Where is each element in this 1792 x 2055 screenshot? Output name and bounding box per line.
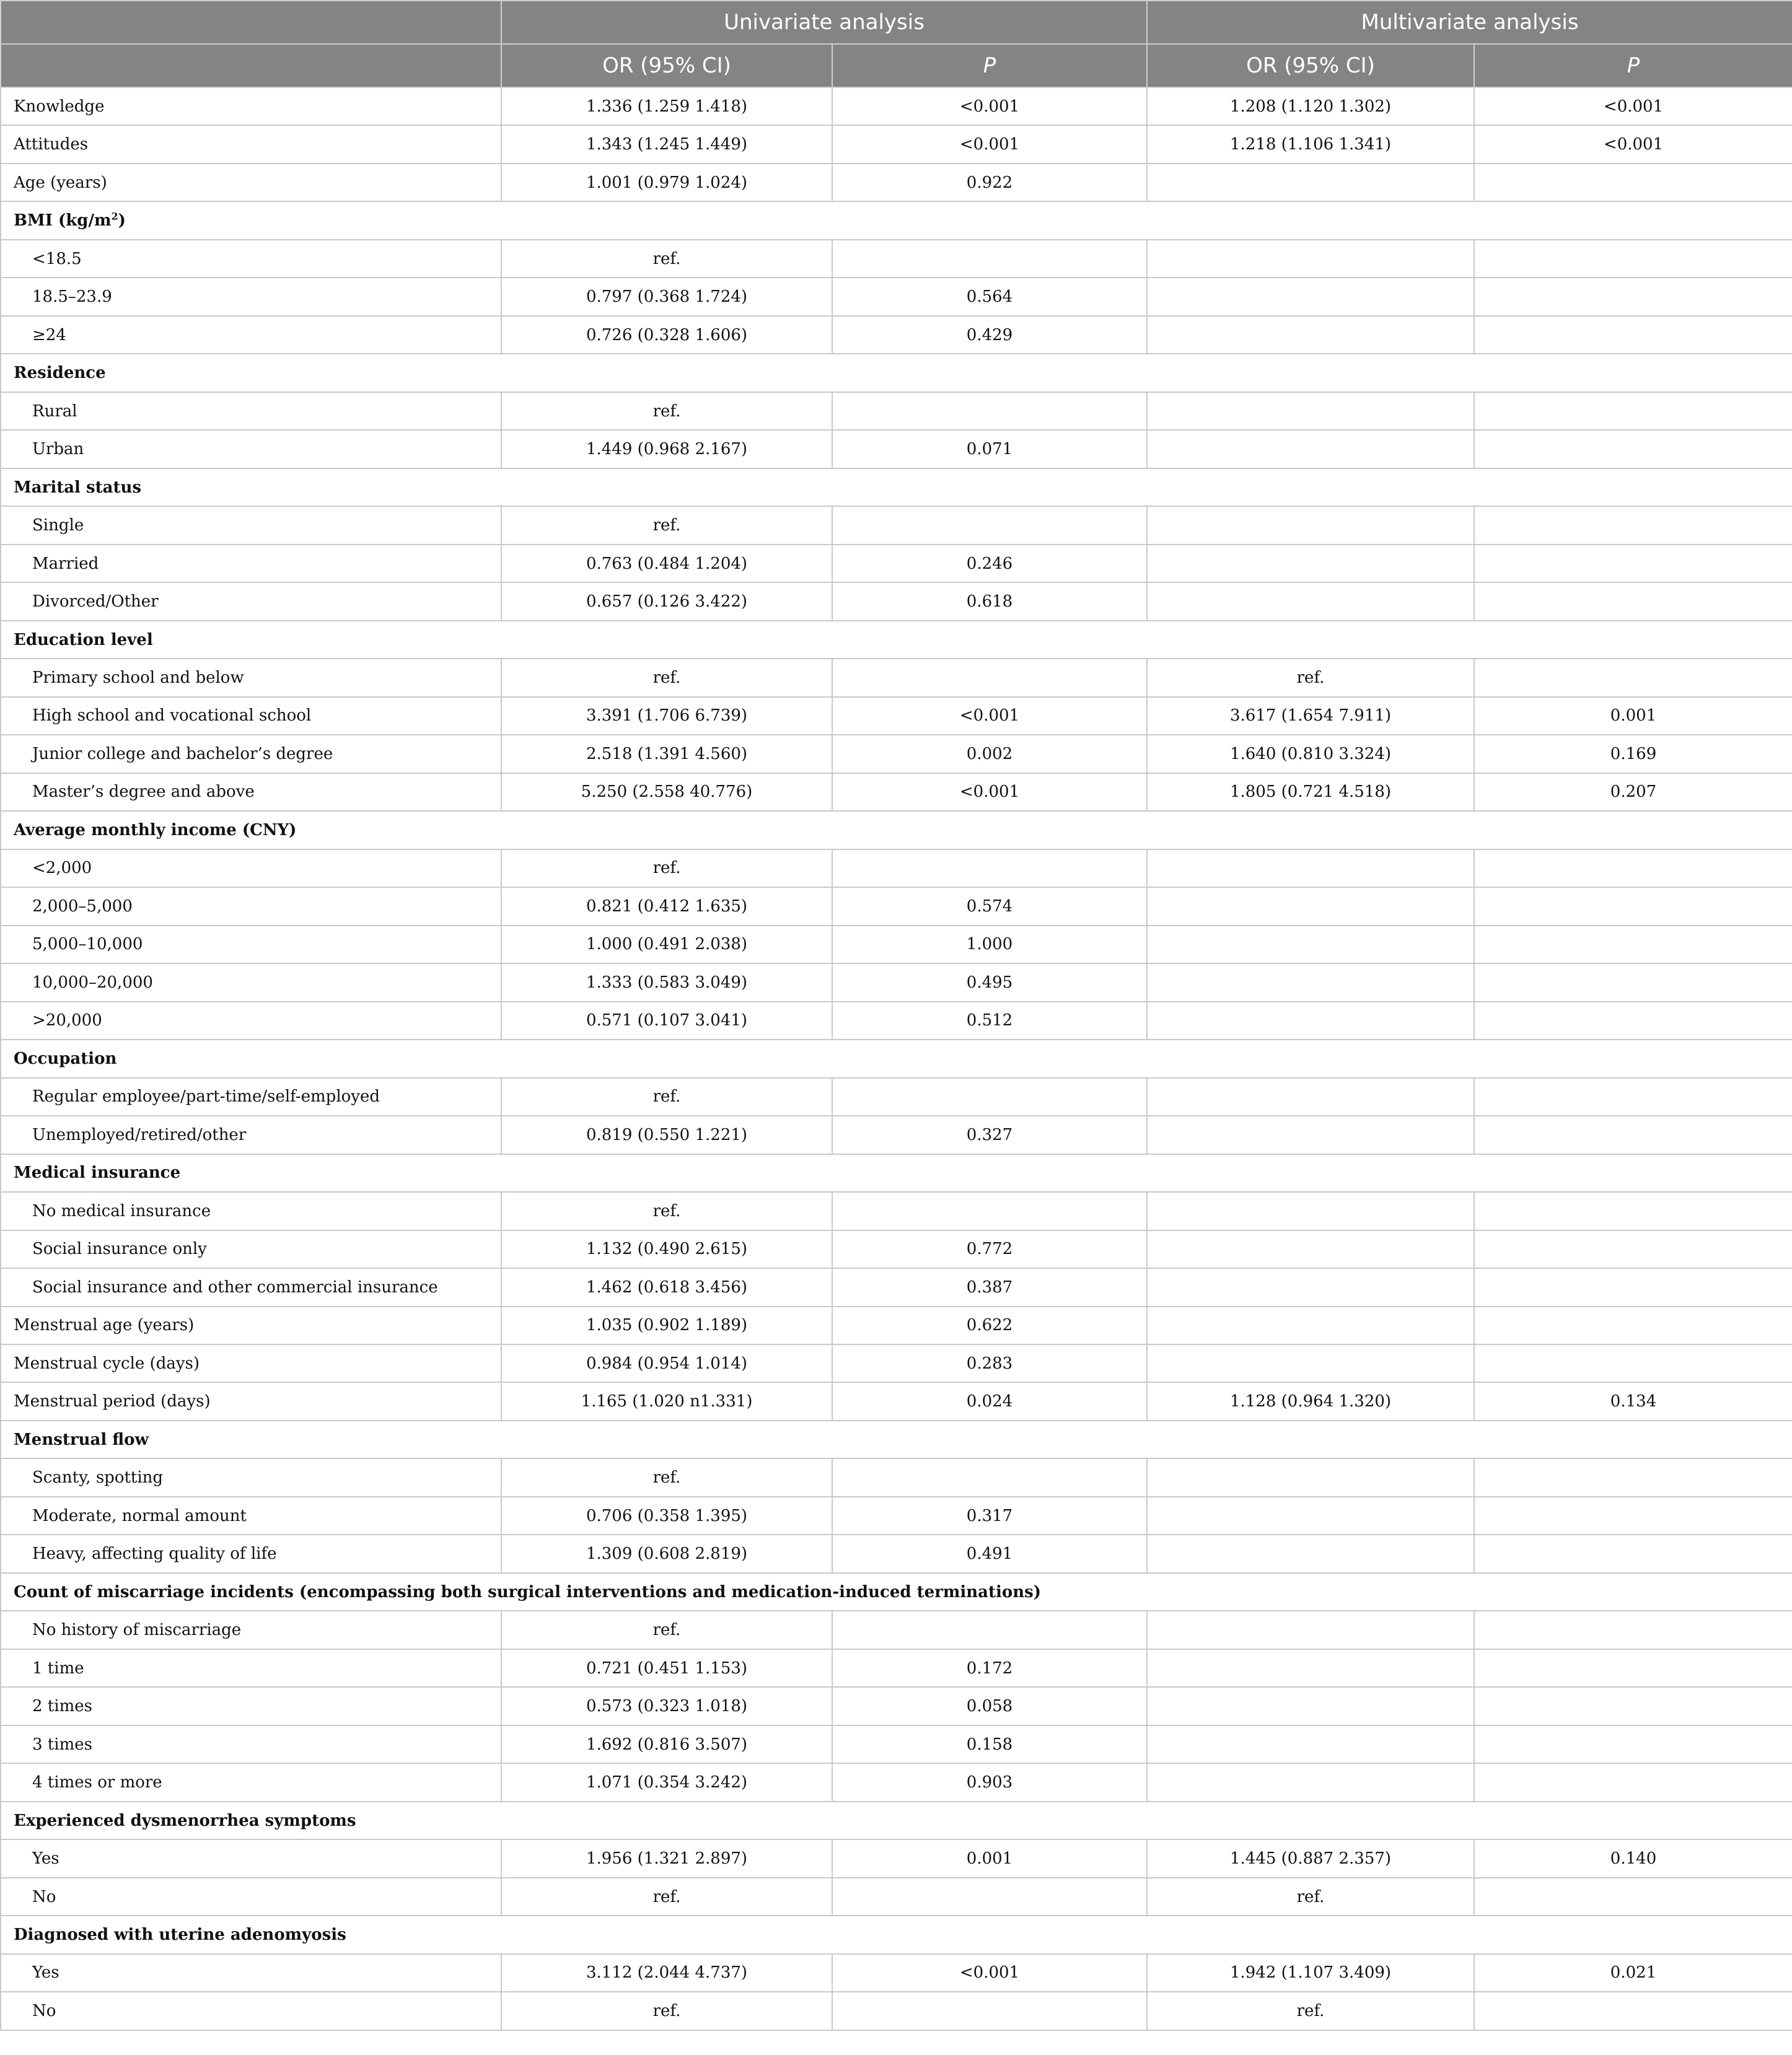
row-label-cell: 2,000–5,000 xyxy=(1,887,501,925)
multivariate-or-cell: 1.208 (1.120 1.302) xyxy=(1147,87,1474,125)
multivariate-p-cell: <0.001 xyxy=(1474,125,1792,163)
univariate-p-cell: 0.387 xyxy=(832,1268,1147,1306)
multivariate-p-cell xyxy=(1474,1458,1792,1496)
multivariate-p-cell xyxy=(1474,1268,1792,1306)
multivariate-or-cell xyxy=(1147,278,1474,315)
multivariate-p-header: P xyxy=(1474,44,1792,87)
multivariate-or-cell xyxy=(1147,1649,1474,1687)
univariate-or-cell: ref. xyxy=(501,392,832,430)
header-blank-cell xyxy=(1,44,501,87)
univariate-or-cell: 0.726 (0.328 1.606) xyxy=(501,316,832,354)
multivariate-or-cell xyxy=(1147,926,1474,963)
section-heading-text: Residence xyxy=(14,364,106,383)
table-row xyxy=(1,1954,1792,1992)
row-label-cell: No xyxy=(1,1878,501,1916)
table-row xyxy=(1,392,1792,430)
multivariate-p-cell xyxy=(1474,1192,1792,1230)
univariate-or-cell: 0.571 (0.107 3.041) xyxy=(501,1002,832,1040)
table-section-row xyxy=(1,354,1792,392)
table-row xyxy=(1,1078,1792,1116)
table-row xyxy=(1,1839,1792,1877)
section-heading xyxy=(1,1421,1792,1458)
multivariate-p-cell: 0.207 xyxy=(1474,773,1792,811)
multivariate-or-cell: 1.218 (1.106 1.341) xyxy=(1147,125,1474,163)
section-heading-text: Experienced dysmenorrhea symptoms xyxy=(14,1811,356,1830)
multivariate-p-cell xyxy=(1474,506,1792,544)
multivariate-or-cell xyxy=(1147,316,1474,354)
row-label-cell: Master’s degree and above xyxy=(1,773,501,811)
univariate-p-cell: 0.618 xyxy=(832,582,1147,620)
section-heading xyxy=(1,1154,1792,1192)
row-label-cell: 1 time xyxy=(1,1649,501,1687)
row-label-cell: Heavy, affecting quality of life xyxy=(1,1535,501,1572)
table-row xyxy=(1,1878,1792,1916)
table-row xyxy=(1,735,1792,773)
table-section-row xyxy=(1,1421,1792,1458)
multivariate-or-cell xyxy=(1147,1268,1474,1306)
multivariate-or-cell xyxy=(1147,430,1474,468)
univariate-or-cell: 2.518 (1.391 4.560) xyxy=(501,735,832,773)
multivariate-p-cell: 0.140 xyxy=(1474,1839,1792,1877)
row-label-cell: Married xyxy=(1,545,501,582)
table-row xyxy=(1,697,1792,735)
univariate-p-cell: <0.001 xyxy=(832,773,1147,811)
univariate-or-cell: 1.343 (1.245 1.449) xyxy=(501,125,832,163)
multivariate-p-cell: 0.001 xyxy=(1474,697,1792,735)
row-label-cell: Scanty, spotting xyxy=(1,1458,501,1496)
univariate-p-cell: 0.491 xyxy=(832,1535,1147,1572)
table-row xyxy=(1,506,1792,544)
multivariate-p-cell xyxy=(1474,1307,1792,1344)
table-row xyxy=(1,1307,1792,1344)
multivariate-or-cell: ref. xyxy=(1147,1992,1474,2030)
univariate-or-cell: 1.001 (0.979 1.024) xyxy=(501,164,832,201)
multivariate-or-cell xyxy=(1147,392,1474,430)
section-heading-text: Occupation xyxy=(14,1049,117,1068)
multivariate-or-cell xyxy=(1147,1535,1474,1572)
univariate-or-cell: ref. xyxy=(501,1992,832,2030)
table-section-row xyxy=(1,811,1792,849)
univariate-p-cell xyxy=(832,849,1147,887)
multivariate-p-cell xyxy=(1474,1725,1792,1763)
table-row xyxy=(1,1763,1792,1801)
univariate-p-cell xyxy=(832,506,1147,544)
section-heading xyxy=(1,1916,1792,1953)
table-row xyxy=(1,1992,1792,2030)
row-label-cell: Menstrual cycle (days) xyxy=(1,1344,501,1382)
table-row xyxy=(1,887,1792,925)
univariate-p-cell xyxy=(832,1992,1147,2030)
section-heading xyxy=(1,201,1792,239)
univariate-or-cell: 0.721 (0.451 1.153) xyxy=(501,1649,832,1687)
table-row xyxy=(1,1687,1792,1725)
multivariate-or-cell xyxy=(1147,1307,1474,1344)
multivariate-or-cell xyxy=(1147,1763,1474,1801)
multivariate-or-cell: ref. xyxy=(1147,659,1474,696)
table-section-row xyxy=(1,1573,1792,1611)
table-row xyxy=(1,240,1792,278)
univariate-or-cell: ref. xyxy=(501,1192,832,1230)
univariate-p-cell: 0.024 xyxy=(832,1382,1147,1420)
section-heading-text: Marital status xyxy=(14,478,142,497)
univariate-or-cell: 1.462 (0.618 3.456) xyxy=(501,1268,832,1306)
multivariate-p-cell xyxy=(1474,1344,1792,1382)
univariate-group-header: Univariate analysis xyxy=(501,1,1147,44)
row-label-cell: No medical insurance xyxy=(1,1192,501,1230)
section-heading xyxy=(1,1040,1792,1077)
multivariate-p-cell xyxy=(1474,1002,1792,1040)
row-label-cell: 2 times xyxy=(1,1687,501,1725)
section-heading-text: Average monthly income (CNY) xyxy=(14,820,297,839)
table-row xyxy=(1,1611,1792,1649)
multivariate-group-header: Multivariate analysis xyxy=(1147,1,1792,44)
univariate-p-cell: 0.001 xyxy=(832,1839,1147,1877)
univariate-p-cell xyxy=(832,1878,1147,1916)
row-label-cell: No history of miscarriage xyxy=(1,1611,501,1649)
row-label-cell: Social insurance and other commercial insurance xyxy=(1,1268,501,1306)
table-section-row xyxy=(1,1802,1792,1839)
univariate-or-cell: 0.797 (0.368 1.724) xyxy=(501,278,832,315)
section-heading xyxy=(1,621,1792,659)
univariate-or-cell: 1.035 (0.902 1.189) xyxy=(501,1307,832,1344)
univariate-p-cell: <0.001 xyxy=(832,87,1147,125)
table-row xyxy=(1,1458,1792,1496)
univariate-or-cell: 0.984 (0.954 1.014) xyxy=(501,1344,832,1382)
table-row xyxy=(1,1230,1792,1268)
multivariate-or-cell xyxy=(1147,1497,1474,1535)
row-label-cell: Divorced/Other xyxy=(1,582,501,620)
table-row xyxy=(1,164,1792,201)
multivariate-or-cell xyxy=(1147,1002,1474,1040)
multivariate-p-cell xyxy=(1474,849,1792,887)
multivariate-or-cell: 1.805 (0.721 4.518) xyxy=(1147,773,1474,811)
univariate-p-cell: 0.246 xyxy=(832,545,1147,582)
multivariate-or-cell xyxy=(1147,1230,1474,1268)
univariate-or-cell: ref. xyxy=(501,1458,832,1496)
univariate-or-cell: ref. xyxy=(501,240,832,278)
multivariate-p-cell xyxy=(1474,582,1792,620)
univariate-or-cell: 1.956 (1.321 2.897) xyxy=(501,1839,832,1877)
table-section-row xyxy=(1,621,1792,659)
table-row xyxy=(1,1268,1792,1306)
multivariate-p-cell xyxy=(1474,240,1792,278)
univariate-p-cell xyxy=(832,392,1147,430)
multivariate-or-cell xyxy=(1147,1078,1474,1116)
univariate-p-cell xyxy=(832,1192,1147,1230)
multivariate-or-cell xyxy=(1147,545,1474,582)
multivariate-p-cell xyxy=(1474,1992,1792,2030)
univariate-or-cell: 1.336 (1.259 1.418) xyxy=(501,87,832,125)
table-section-row xyxy=(1,1154,1792,1192)
row-label-cell: Menstrual period (days) xyxy=(1,1382,501,1420)
univariate-p-cell: 1.000 xyxy=(832,926,1147,963)
header-blank-cell xyxy=(1,1,501,44)
multivariate-or-cell xyxy=(1147,1725,1474,1763)
row-label-cell: Yes xyxy=(1,1839,501,1877)
section-heading-superscript: 2 xyxy=(111,210,118,222)
univariate-or-cell: ref. xyxy=(501,1878,832,1916)
multivariate-p-cell xyxy=(1474,963,1792,1001)
univariate-p-cell: <0.001 xyxy=(832,125,1147,163)
multivariate-p-cell xyxy=(1474,1763,1792,1801)
multivariate-p-cell xyxy=(1474,392,1792,430)
table-row xyxy=(1,545,1792,582)
multivariate-or-cell: 1.640 (0.810 3.324) xyxy=(1147,735,1474,773)
table-body xyxy=(1,87,1792,2030)
row-label-cell: No xyxy=(1,1992,501,2030)
row-label-cell: 10,000–20,000 xyxy=(1,963,501,1001)
multivariate-p-cell xyxy=(1474,316,1792,354)
univariate-or-cell: 0.573 (0.323 1.018) xyxy=(501,1687,832,1725)
univariate-or-cell: 1.000 (0.491 2.038) xyxy=(501,926,832,963)
univariate-or-cell: 0.657 (0.126 3.422) xyxy=(501,582,832,620)
table-row xyxy=(1,773,1792,811)
univariate-p-header: P xyxy=(832,44,1147,87)
row-label-cell: <2,000 xyxy=(1,849,501,887)
univariate-p-cell: 0.283 xyxy=(832,1344,1147,1382)
univariate-p-cell: 0.922 xyxy=(832,164,1147,201)
section-heading-text: Menstrual flow xyxy=(14,1430,149,1449)
table-row xyxy=(1,430,1792,468)
multivariate-or-cell: 1.942 (1.107 3.409) xyxy=(1147,1954,1474,1992)
table-row xyxy=(1,1497,1792,1535)
section-heading xyxy=(1,468,1792,506)
univariate-or-cell: 0.706 (0.358 1.395) xyxy=(501,1497,832,1535)
multivariate-p-cell: 0.021 xyxy=(1474,1954,1792,1992)
univariate-or-cell: ref. xyxy=(501,1078,832,1116)
multivariate-p-cell xyxy=(1474,887,1792,925)
univariate-p-cell xyxy=(832,240,1147,278)
table-row xyxy=(1,1192,1792,1230)
univariate-p-cell: 0.574 xyxy=(832,887,1147,925)
section-heading-text: Diagnosed with uterine adenomyosis xyxy=(14,1925,346,1944)
section-heading xyxy=(1,354,1792,392)
row-label-cell: Primary school and below xyxy=(1,659,501,696)
row-label-cell: ≥24 xyxy=(1,316,501,354)
multivariate-p-cell xyxy=(1474,1116,1792,1154)
multivariate-or-cell xyxy=(1147,1611,1474,1649)
row-label-cell: Knowledge xyxy=(1,87,501,125)
multivariate-or-header: OR (95% CI) xyxy=(1147,44,1474,87)
section-heading xyxy=(1,811,1792,849)
univariate-or-cell: 1.165 (1.020 n1.331) xyxy=(501,1382,832,1420)
table-row xyxy=(1,926,1792,963)
multivariate-p-cell xyxy=(1474,1611,1792,1649)
multivariate-or-cell xyxy=(1147,849,1474,887)
univariate-p-cell: <0.001 xyxy=(832,1954,1147,1992)
univariate-p-cell: 0.512 xyxy=(832,1002,1147,1040)
row-label-cell: >20,000 xyxy=(1,1002,501,1040)
multivariate-p-cell xyxy=(1474,164,1792,201)
multivariate-p-cell xyxy=(1474,545,1792,582)
table-section-row xyxy=(1,201,1792,239)
table-row xyxy=(1,278,1792,315)
univariate-p-cell xyxy=(832,659,1147,696)
multivariate-or-cell xyxy=(1147,1344,1474,1382)
univariate-or-cell: ref. xyxy=(501,849,832,887)
multivariate-p-cell xyxy=(1474,1649,1792,1687)
univariate-or-cell: 1.449 (0.968 2.167) xyxy=(501,430,832,468)
row-label-cell: Attitudes xyxy=(1,125,501,163)
multivariate-or-cell: 1.128 (0.964 1.320) xyxy=(1147,1382,1474,1420)
row-label-cell: Junior college and bachelor’s degree xyxy=(1,735,501,773)
univariate-p-cell: 0.903 xyxy=(832,1763,1147,1801)
multivariate-p-cell xyxy=(1474,278,1792,315)
multivariate-or-cell: 3.617 (1.654 7.911) xyxy=(1147,697,1474,735)
multivariate-or-cell: 1.445 (0.887 2.357) xyxy=(1147,1839,1474,1877)
row-label-cell: Regular employee/part-time/self-employed xyxy=(1,1078,501,1116)
univariate-or-cell: 1.309 (0.608 2.819) xyxy=(501,1535,832,1572)
univariate-p-cell xyxy=(832,1458,1147,1496)
univariate-p-cell: 0.158 xyxy=(832,1725,1147,1763)
table-row xyxy=(1,1344,1792,1382)
univariate-or-cell: 5.250 (2.558 40.776) xyxy=(501,773,832,811)
univariate-p-cell: 0.327 xyxy=(832,1116,1147,1154)
multivariate-or-cell xyxy=(1147,582,1474,620)
univariate-p-cell: 0.071 xyxy=(832,430,1147,468)
univariate-or-cell: 1.692 (0.816 3.507) xyxy=(501,1725,832,1763)
section-heading-text: Count of miscarriage incidents (encompassing both surgical interventions and medication-induced terminations) xyxy=(14,1582,1042,1601)
univariate-or-cell: ref. xyxy=(501,659,832,696)
row-label-cell: Unemployed/retired/other xyxy=(1,1116,501,1154)
row-label-cell: Yes xyxy=(1,1954,501,1992)
univariate-p-cell xyxy=(832,1078,1147,1116)
table-row xyxy=(1,125,1792,163)
section-heading xyxy=(1,1573,1792,1611)
univariate-p-cell xyxy=(832,1611,1147,1649)
multivariate-p-cell xyxy=(1474,1078,1792,1116)
univariate-or-cell: 0.819 (0.550 1.221) xyxy=(501,1116,832,1154)
row-label-cell: Age (years) xyxy=(1,164,501,201)
multivariate-or-cell xyxy=(1147,506,1474,544)
multivariate-p-cell xyxy=(1474,1878,1792,1916)
row-label-cell: Social insurance only xyxy=(1,1230,501,1268)
univariate-or-cell: 3.112 (2.044 4.737) xyxy=(501,1954,832,1992)
table-row xyxy=(1,316,1792,354)
table-row xyxy=(1,659,1792,696)
univariate-or-cell: 1.132 (0.490 2.615) xyxy=(501,1230,832,1268)
univariate-or-cell: ref. xyxy=(501,506,832,544)
table-row xyxy=(1,849,1792,887)
table-row xyxy=(1,1649,1792,1687)
table-row xyxy=(1,1382,1792,1420)
table-row xyxy=(1,582,1792,620)
univariate-p-cell: 0.495 xyxy=(832,963,1147,1001)
multivariate-p-cell xyxy=(1474,430,1792,468)
row-label-cell: High school and vocational school xyxy=(1,697,501,735)
univariate-p-cell: 0.564 xyxy=(832,278,1147,315)
row-label-cell: <18.5 xyxy=(1,240,501,278)
header-column-row xyxy=(1,44,1792,87)
univariate-or-cell: 0.821 (0.412 1.635) xyxy=(501,887,832,925)
multivariate-p-cell xyxy=(1474,1230,1792,1268)
univariate-or-cell: 1.333 (0.583 3.049) xyxy=(501,963,832,1001)
row-label-cell: Single xyxy=(1,506,501,544)
univariate-p-cell: 0.172 xyxy=(832,1649,1147,1687)
univariate-or-cell: ref. xyxy=(501,1611,832,1649)
multivariate-or-cell xyxy=(1147,1458,1474,1496)
multivariate-or-cell xyxy=(1147,1192,1474,1230)
univariate-or-cell: 3.391 (1.706 6.739) xyxy=(501,697,832,735)
table-section-row xyxy=(1,1040,1792,1077)
multivariate-p-cell xyxy=(1474,659,1792,696)
row-label-cell: Moderate, normal amount xyxy=(1,1497,501,1535)
multivariate-p-cell xyxy=(1474,926,1792,963)
multivariate-or-cell xyxy=(1147,1116,1474,1154)
univariate-p-cell: <0.001 xyxy=(832,697,1147,735)
section-heading-text: Education level xyxy=(14,630,153,649)
univariate-p-cell: 0.317 xyxy=(832,1497,1147,1535)
row-label-cell: 3 times xyxy=(1,1725,501,1763)
row-label-cell: 5,000–10,000 xyxy=(1,926,501,963)
header-group-row xyxy=(1,1,1792,44)
univariate-or-cell: 0.763 (0.484 1.204) xyxy=(501,545,832,582)
univariate-p-cell: 0.002 xyxy=(832,735,1147,773)
table-row xyxy=(1,1116,1792,1154)
univariate-or-header: OR (95% CI) xyxy=(501,44,832,87)
multivariate-or-cell xyxy=(1147,963,1474,1001)
univariate-p-cell: 0.058 xyxy=(832,1687,1147,1725)
multivariate-p-cell: <0.001 xyxy=(1474,87,1792,125)
multivariate-or-cell xyxy=(1147,1687,1474,1725)
table-row xyxy=(1,1725,1792,1763)
row-label-cell: Urban xyxy=(1,430,501,468)
row-label-cell: 4 times or more xyxy=(1,1763,501,1801)
row-label-cell: 18.5–23.9 xyxy=(1,278,501,315)
univariate-p-cell: 0.429 xyxy=(832,316,1147,354)
multivariate-or-cell xyxy=(1147,887,1474,925)
multivariate-or-cell xyxy=(1147,240,1474,278)
univariate-or-cell: 1.071 (0.354 3.242) xyxy=(501,1763,832,1801)
table-row xyxy=(1,963,1792,1001)
section-heading-text: BMI (kg/m xyxy=(14,211,112,230)
table-header xyxy=(1,1,1792,87)
multivariate-p-cell: 0.169 xyxy=(1474,735,1792,773)
section-heading-text: Medical insurance xyxy=(14,1163,181,1183)
univariate-p-cell: 0.772 xyxy=(832,1230,1147,1268)
row-label-cell: Menstrual age (years) xyxy=(1,1307,501,1344)
section-heading xyxy=(1,1802,1792,1839)
univariate-p-cell: 0.622 xyxy=(832,1307,1147,1344)
multivariate-p-cell xyxy=(1474,1687,1792,1725)
table-row xyxy=(1,1535,1792,1572)
table-row xyxy=(1,87,1792,125)
table-section-row xyxy=(1,1916,1792,1953)
row-label-cell: Rural xyxy=(1,392,501,430)
multivariate-or-cell: ref. xyxy=(1147,1878,1474,1916)
table-section-row xyxy=(1,468,1792,506)
section-heading-suffix: ) xyxy=(118,211,126,230)
table-row xyxy=(1,1002,1792,1040)
multivariate-p-cell: 0.134 xyxy=(1474,1382,1792,1420)
multivariate-p-cell xyxy=(1474,1535,1792,1572)
multivariate-or-cell xyxy=(1147,164,1474,201)
multivariate-p-cell xyxy=(1474,1497,1792,1535)
